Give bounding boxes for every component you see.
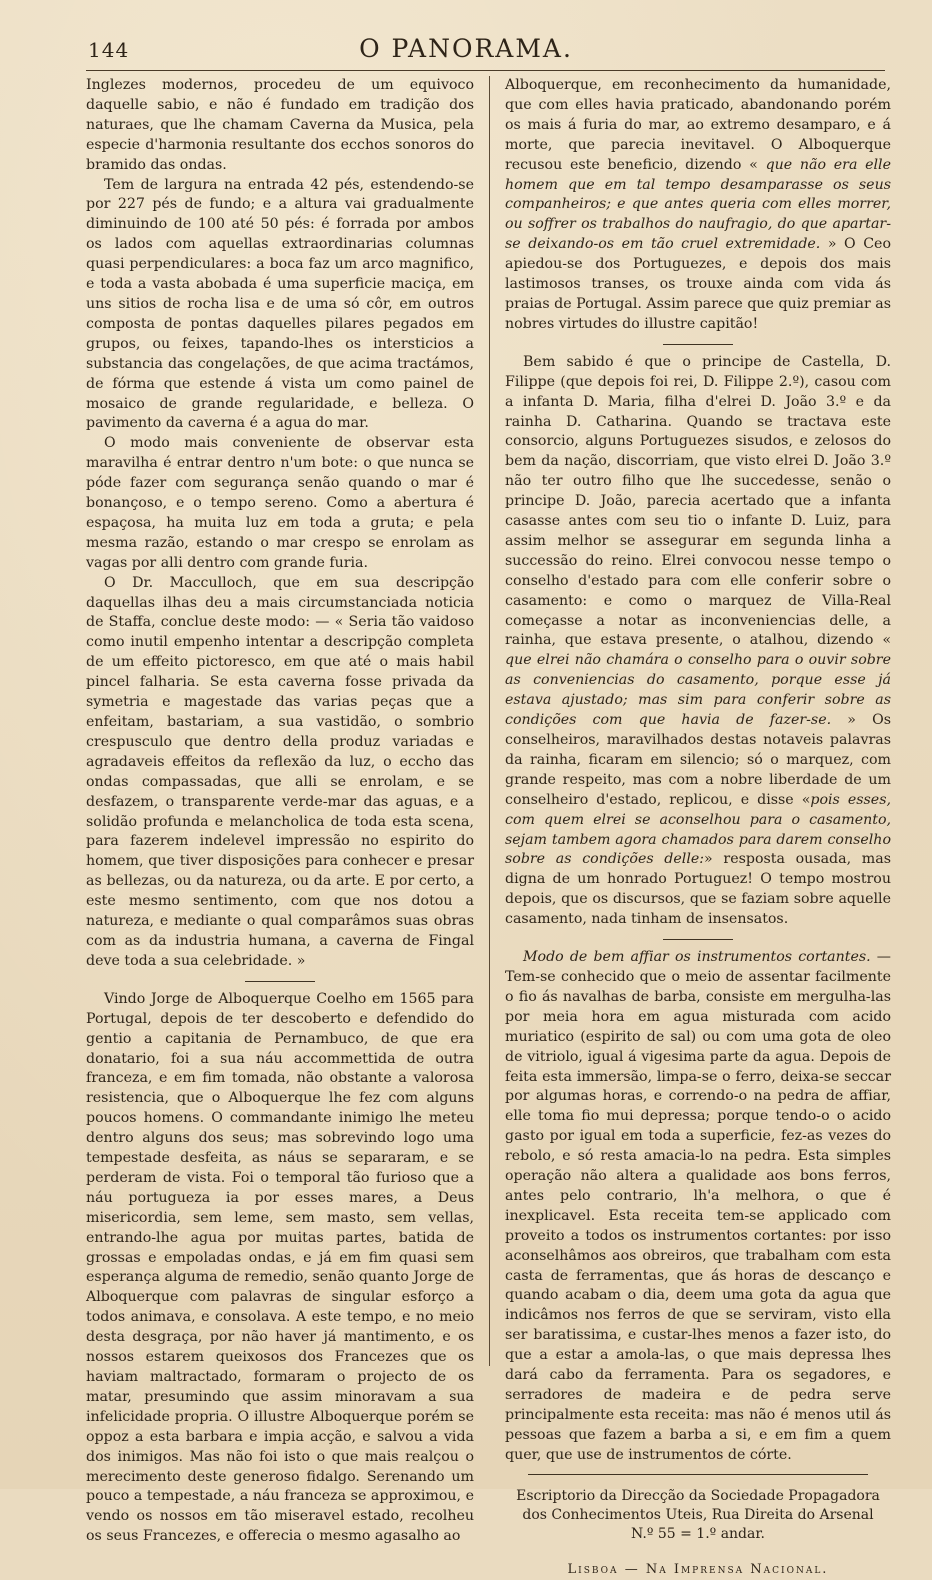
paragraph: O modo mais conveniente de observar esta maravilha é entrar dentro n'um bote: o que nunca se póde fazer com segurança senão quando o mar é bonançoso, e o tempo sereno. Como a abertura é espaçosa, ha muita luz em toda a gruta; e pela mesma razão, estando o mar crespo se enrolam as vagas por alli dentro com grande furia. [86,435,474,571]
office-line: dos Conhecimentos Uteis, Rua Direita do Arsenal [522,1506,874,1523]
section-separator [663,939,733,940]
colophon [505,1487,891,1544]
paragraph [505,948,891,1466]
paragraph: Tem de largura na entrada 42 pés, estendendo-se por 227 pés de fundo; e a altura vai gradualmente diminuindo de 100 até 50 pés: é forrada por ambos os lados com aquellas extraordinarias columnas quasi perpendiculares: a boca faz um arco magnifico, e toda a vasta abobada é uma superficie maciça, em uns sitios de rocha lisa e de uma só côr, em outros composta de pontas daquelles pilares pegados em grupos, ou feixes, tapando-lhes os intersticios a substancia das congelações, de que acima tractámos, de fórma que estende á vista um como painel de mosaico de grande regularidade, e belleza. O pavimento da caverna é a agua do mar. [86,176,474,432]
paragraph [505,353,891,930]
left-column [86,76,474,1547]
section-title: Modo de bem affiar os instrumentos cortantes. [523,949,871,966]
paragraph: O Dr. Macculloch, que em sua descripção daquellas ilhas deu a mais circumstanciada noticia de Staffa, conclue deste modo: — « Seria tão vaidoso como inutil empenho intentar a descripção completa de um effeito pictoresco, em que até o mais habil pincel falharia. Se esta caverna fosse privada da symetria e magestade das varias peças que a enfeitam, bastariam, a sua vastidão, o sombrio crespusculo que dentro della produz variadas e agradaveis effeitos da reflexão da luz, o eccho das ondas compassadas, que alli se enrolam, e se desfazem, o transparente verde-mar das aguas, e a solidão profunda e melancholica de toda esta scena, para fazerem indelevel impressão no espirito do homem, que tiver disposições para conhecer e presar as bellezas, ou da natureza, ou da arte. E por certo, a este mesmo sentimento, com que nos dotou a natureza, e mediante o qual comparâmos suas obras com as da industria humana, a caverna de Fingal deve toda a sua celebridade. » [86,574,474,969]
paragraph: Vindo Jorge de Alboquerque Coelho em 1565 para Portugal, depois de ter descoberto e defendido do gentio a capitania de Pernambuco, de que era donatario, foi a sua náu accommettida de outra franceza, e em fim tomada, não obstante a valorosa resistencia, que o Alboquerque lhe fez com alguns poucos homens. O commandante inimigo lhe meteu dentro alguns dos seus; mas sobrevindo logo uma tempestade desfeita, as náus se separaram, e se perderam de vista. Foi o temporal tão furioso que a náu portugueza ia por esses mares, a Deus misericordia, sem leme, sem masto, sem vellas, entrando-lhe agua por muitas partes, batida de grossas e empoladas ondas, e já em fim quasi sem esperança alguma de remedio, senão quanto Jorge de Alboquerque com palavras de singular esforço a todos animava, e consolava. A este tempo, e no meio desta desgraça, por não haver já mantimento, e os nossos estarem queixosos dos Francezes que os haviam maltractado, formaram o projecto de os matar, presumindo que assim minoravam a sua infelicidade propria. O illustre Alboquerque porém se oppoz a esta barbara e impia acção, e salvou a vida dos inimigos. Mas não foi isto o que mais realçou o merecimento deste generoso fidalgo. Serenando um pouco a tempestade, a náu franceza se approximou, e vendo os nossos em tão miseravel estado, recolheu os seus Francezes, e offerecia o mesmo agasalho ao [86,990,474,1545]
italic-quote: que elrei não chamára o conselho para o ouvir sobre as conveniencias do casamento, porque esse já estava ajustado; mas sim para conferir sobre as condições com que havia de fazer-se. [505,652,891,729]
imprint: Lisboa — Na Imprensa Nacional. [567,1561,829,1577]
footer-rule [528,1474,868,1475]
header-rule [86,70,885,71]
text-run: » resposta ousada, mas digna de um honrado Portuguez! O tempo mostrou depois, que os discursos, que se faziam sobre aquelle casamento, nada tinham de insensatos. [505,851,891,928]
paragraph: Inglezes modernos, procedeu de um equivoco daquelle sabio, e não é fundado em tradição dos naturaes, que lhe chamam Caverna da Musica, pela especie d'harmonia resultante dos ecchos sonoros do bramido das ondas. [86,77,474,173]
running-title: O PANORAMA. [359,34,573,63]
section-separator [245,981,315,982]
office-line: N.º 55 = 1.º andar. [631,1525,765,1542]
text-run: » Os conselheiros, maravilhados destas notaveis palavras da rainha, ficaram em silencio; só o marquez, com grande respeito, mas com a nobre liberdade de um conselheiro d'estado, replicou, e disse « [505,712,891,808]
right-column [505,76,891,1580]
section-separator [663,344,733,345]
page-number: 144 [88,38,130,62]
text-run: » O Ceo apiedou-se dos Portuguezes, e depois dos mais lastimosos transes, os trouxe ainda com vida ás praias de Portugal. Assim parece que quiz premiar as nobres virtudes do illustre capitão! [505,236,891,332]
column-divider [489,76,490,1366]
text-run: — Tem-se conhecido que o meio de assentar facilmente o fio ás navalhas de barba, consiste em mergulha-las por meia hora em agua misturada com acido muriatico (espirito de sal) ou com uma gota de oleo de vitriolo, igual á vigesima parte da agua. Depois de feita esta immersão, limpa-se o ferro, deixa-se seccar por algumas horas, e correndo-o na pedra de affiar, elle toma fio mui depressa; porque tendo-o o acido gasto por igual em toda a superficie, fez-as vezes do rebolo, e só resta amacia-lo na pedra. Esta simples operação não altera a qualidade aos bons ferros, antes pelo contrario, lh'a melhora, o que é inexplicavel. Esta receita tem-se applicado com proveito a todos os instrumentos cortantes: por isso aconselhâmos aos obreiros, que trabalham com esta casta de ferramentas, que ás horas de descanço e quando acabam o dia, deem uma gota da agua que indicâmos nos ferros de que se serviram, visto ella ser baratissima, e custar-lhes menos a fazer isto, do que a estar a amola-las, o que mais depressa lhes dará cabo da ferramenta. Para os segadores, e serradores de madeira e de pedra serve principalmente esta receita: mas não é menos util ás pessoas que fazem a barba a si, e em fim a quem quer, que use de instrumentos de córte. [505,949,891,1463]
text-run: Alboquerque, em reconhecimento da humanidade, que com elles havia praticado, abandonando porém os mais á furia do mar, ao extremo desamparo, e á morte, que parecia inevitavel. O Alboquerque recusou este beneficio, dizendo « [505,77,891,173]
italic-quote: que não era elle homem que em tal tempo desamparasse os seus companheiros; e que antes queria com elles morrer, ou soffrer os trabalhos do naufragio, do que apartar-se deixando-os em tão cruel extremidade. [505,156,891,253]
italic-quote: pois esses, com quem elrei se aconselhou para o casamento, sejam tambem agora chamados para darem conselho sobre as condições delle: [505,791,891,868]
office-line: Escriptorio da Direcção da Sociedade Propagadora [516,1487,880,1504]
paragraph [505,76,891,335]
text-run: Bem sabido é que o principe de Castella, D. Filippe (que depois foi rei, D. Filippe 2.º), casou com a infanta D. Maria, filha d'elrei D. João 3.º e da rainha D. Catharina. Quando se tractava este consorcio, alguns Portuguezes sisudos, e zelosos do bem da nação, discorriam, que visto elrei D. João 3.º não ter outro filho que lhe succedesse, senão o principe D. João, parecia acertado que a infanta casasse antes com seu tio o infante D. Luiz, para assim melhor se assegurar em segunda linha a successão do reino. Elrei convocou nesse tempo o conselho d'estado para com elle conferir sobre o casamento: e como o marquez de Villa-Real começasse a notar as inconveniencias delle, a rainha, que estava presente, o atalhou, dizendo « [505,353,891,649]
